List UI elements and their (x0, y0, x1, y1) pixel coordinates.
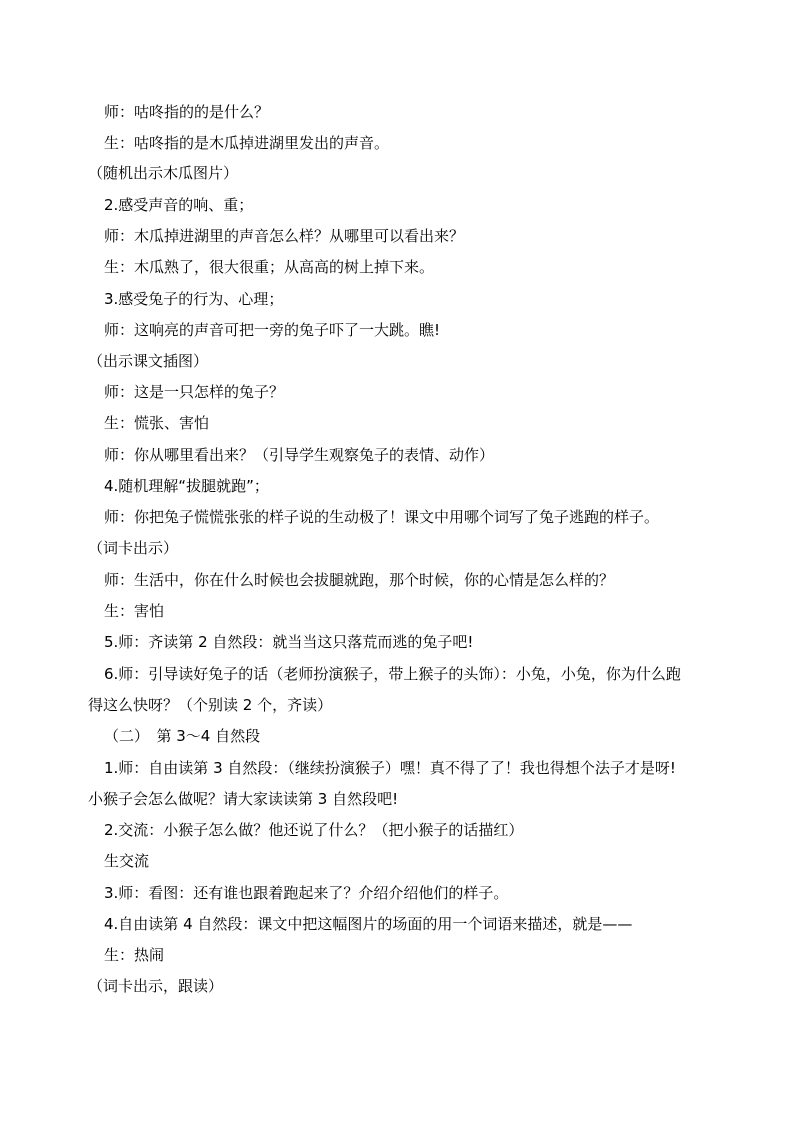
paragraph-line: 生交流 (104, 852, 150, 870)
paragraph-line: 3.师：看图：还有谁也跟着跑起来了？介绍介绍他们的样子。 (104, 884, 509, 902)
paragraph-line: 2.交流：小猴子怎么做？他还说了什么？（把小猴子的话描红） (104, 821, 524, 839)
paragraph-line: 生：咕咚指的是木瓜掉进湖里发出的声音。 (104, 134, 390, 152)
paragraph-line: 生：慌张、害怕 (104, 414, 210, 432)
paragraph-line: （出示课文插图） (88, 352, 209, 370)
paragraph-line: 生：害怕 (104, 602, 165, 620)
paragraph-line: 小猴子会怎么做呢？请大家读读第 3 自然段吧! (88, 790, 399, 808)
paragraph-line: 2.感受声音的响、重； (104, 196, 254, 214)
paragraph-line: 3.感受兔子的行为、心理； (104, 290, 284, 308)
paragraph-line: 6.师：引导读好兔子的话（老师扮演猴子，带上猴子的头饰）：小兔，小兔，你为什么跑 (104, 665, 681, 683)
paragraph-line: （词卡出示） (88, 539, 179, 557)
paragraph-line: 生：热闹 (104, 946, 165, 964)
paragraph-line: 师：这是一只怎样的兔子？ (104, 383, 285, 401)
paragraph-line: 4.随机理解“拔腿就跑”； (104, 477, 269, 495)
paragraph-line: （二） 第 3～4 自然段 (104, 727, 261, 745)
paragraph-line: （随机出示木瓜图片） (88, 164, 239, 182)
paragraph-line: 得这么快呀？（个别读 2 个，齐读） (88, 696, 333, 714)
paragraph-line: 师：你把兔子慌慌张张的样子说的生动极了！课文中用哪个词写了兔子逃跑的样子。 (104, 508, 660, 526)
paragraph-line: 师：这响亮的声音可把一旁的兔子吓了一大跳。瞧! (104, 321, 441, 339)
paragraph-line: 师：你从哪里看出来？（引导学生观察兔子的表情、动作） (104, 446, 495, 464)
paragraph-line: 师：生活中，你在什么时候也会拔腿就跑，那个时候，你的心情是怎么样的？ (104, 571, 615, 589)
paragraph-line: 生：木瓜熟了，很大很重；从高高的树上掉下来。 (104, 258, 435, 276)
paragraph-line: 师：木瓜掉进湖里的声音怎么样？从哪里可以看出来？ (104, 227, 465, 245)
paragraph-line: 1.师：自由读第 3 自然段：（继续扮演猴子）嘿！真不得了了！我也得想个法子才是呀! (104, 759, 676, 777)
paragraph-line: （词卡出示，跟读） (88, 977, 224, 995)
paragraph-line: 4.自由读第 4 自然段：课文中把这幅图片的场面的用一个词语来描述，就是—— (104, 915, 633, 933)
paragraph-line: 师：咕咚指的的是什么？ (104, 103, 270, 121)
paragraph-line: 5.师：齐读第 2 自然段：就当当这只落荒而逃的兔子吧! (104, 633, 474, 651)
